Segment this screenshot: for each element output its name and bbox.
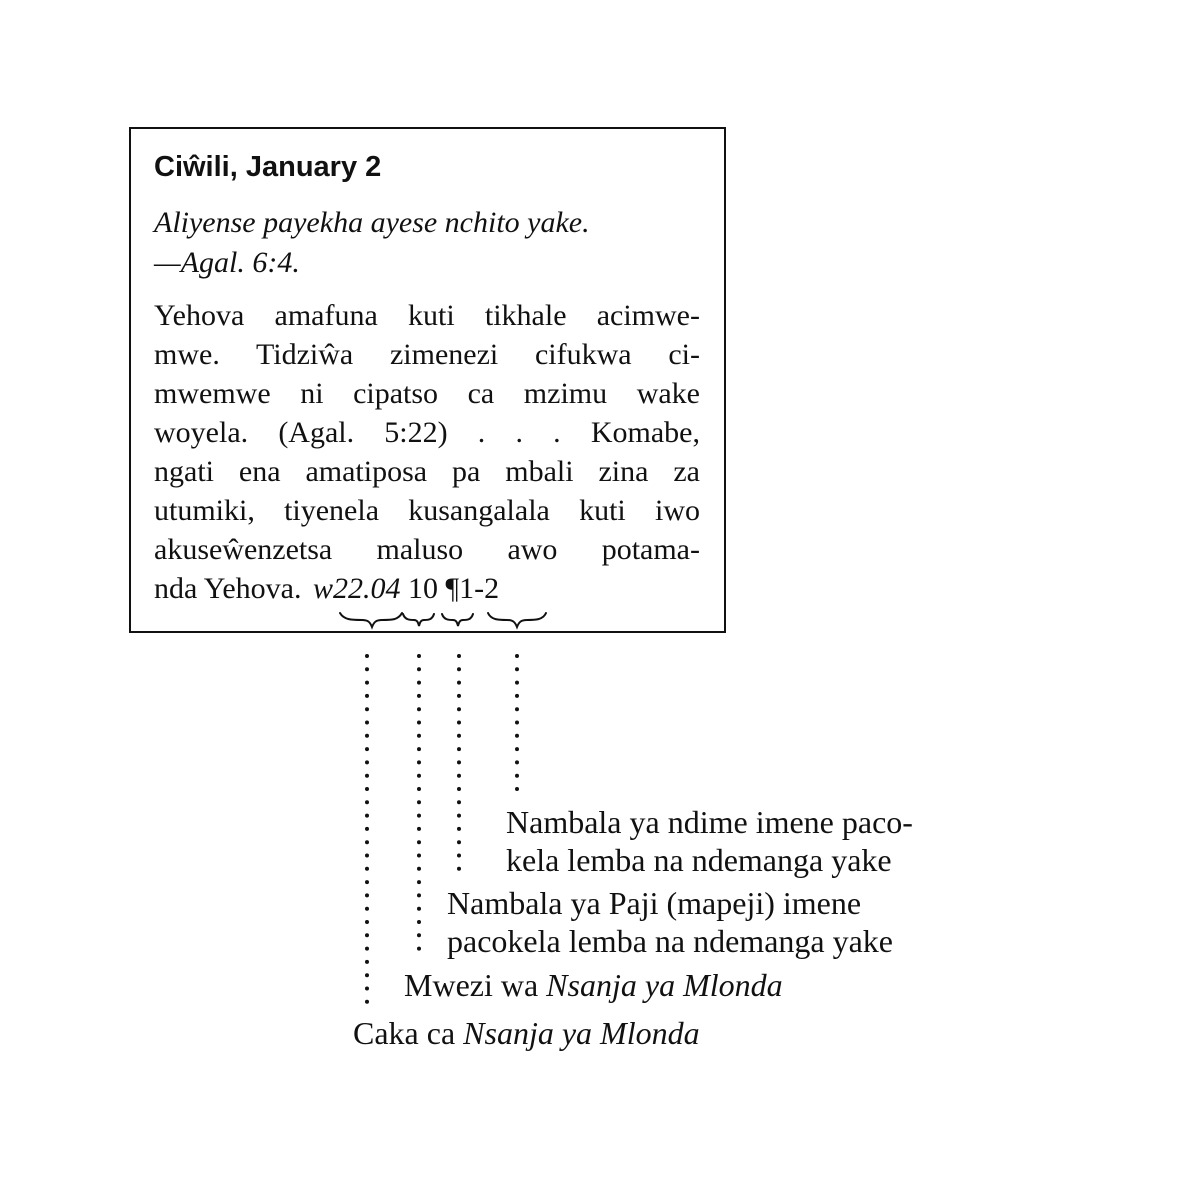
label-year-title: Nsanja ya Mlonda (463, 1015, 700, 1051)
body-line: utumiki, tiyenela kusangalala kuti iwo (154, 494, 700, 527)
ref-publication: w22.04 (313, 572, 401, 605)
label-month (404, 966, 783, 1004)
label-paragraph-number (506, 803, 913, 879)
label-page-number (447, 884, 893, 960)
label-year-prefix: Caka ca (353, 1015, 464, 1051)
scripture-citation: —Agal. 6:4. (154, 246, 300, 279)
label-paragraph-line: Nambala ya ndime imene paco- (506, 804, 913, 840)
label-year (353, 1014, 700, 1052)
brace-page (442, 614, 473, 626)
brace-issue (403, 614, 434, 626)
body-last-line-text: nda Yehova. (154, 572, 302, 605)
body-line: mwe. Tidziŵa zimenezi cifukwa ci- (154, 338, 700, 371)
label-month-prefix: Mwezi wa (404, 967, 547, 1003)
label-month-title: Nsanja ya Mlonda (546, 967, 783, 1003)
label-paragraph-line: kela lemba na ndemanga yake (506, 842, 892, 878)
brace-paragraphs (488, 613, 546, 627)
label-page-line: Nambala ya Paji (mapeji) imene (447, 885, 862, 921)
body-line: woyela. (Agal. 5:22) . . . Komabe, (154, 416, 700, 449)
body-line: ngati ena amatiposa pa mbali zina za (154, 455, 700, 488)
ref-paragraphs: ¶1-2 (445, 572, 500, 605)
ref-page: 10 (408, 572, 439, 605)
label-page-line: pacokela lemba na ndemanga yake (447, 923, 893, 959)
body-line: akuseŵenzetsa maluso awo potama- (154, 533, 700, 566)
body-line: mwemwe ni cipatso ca mzimu wake (154, 377, 700, 410)
scripture-text: Aliyense payekha ayese nchito yake. (154, 206, 590, 239)
body-line: Yehova amafuna kuti tikhale acimwe- (154, 299, 700, 332)
brace-publication (340, 613, 402, 627)
day-heading: Ciŵili, January 2 (154, 151, 382, 183)
